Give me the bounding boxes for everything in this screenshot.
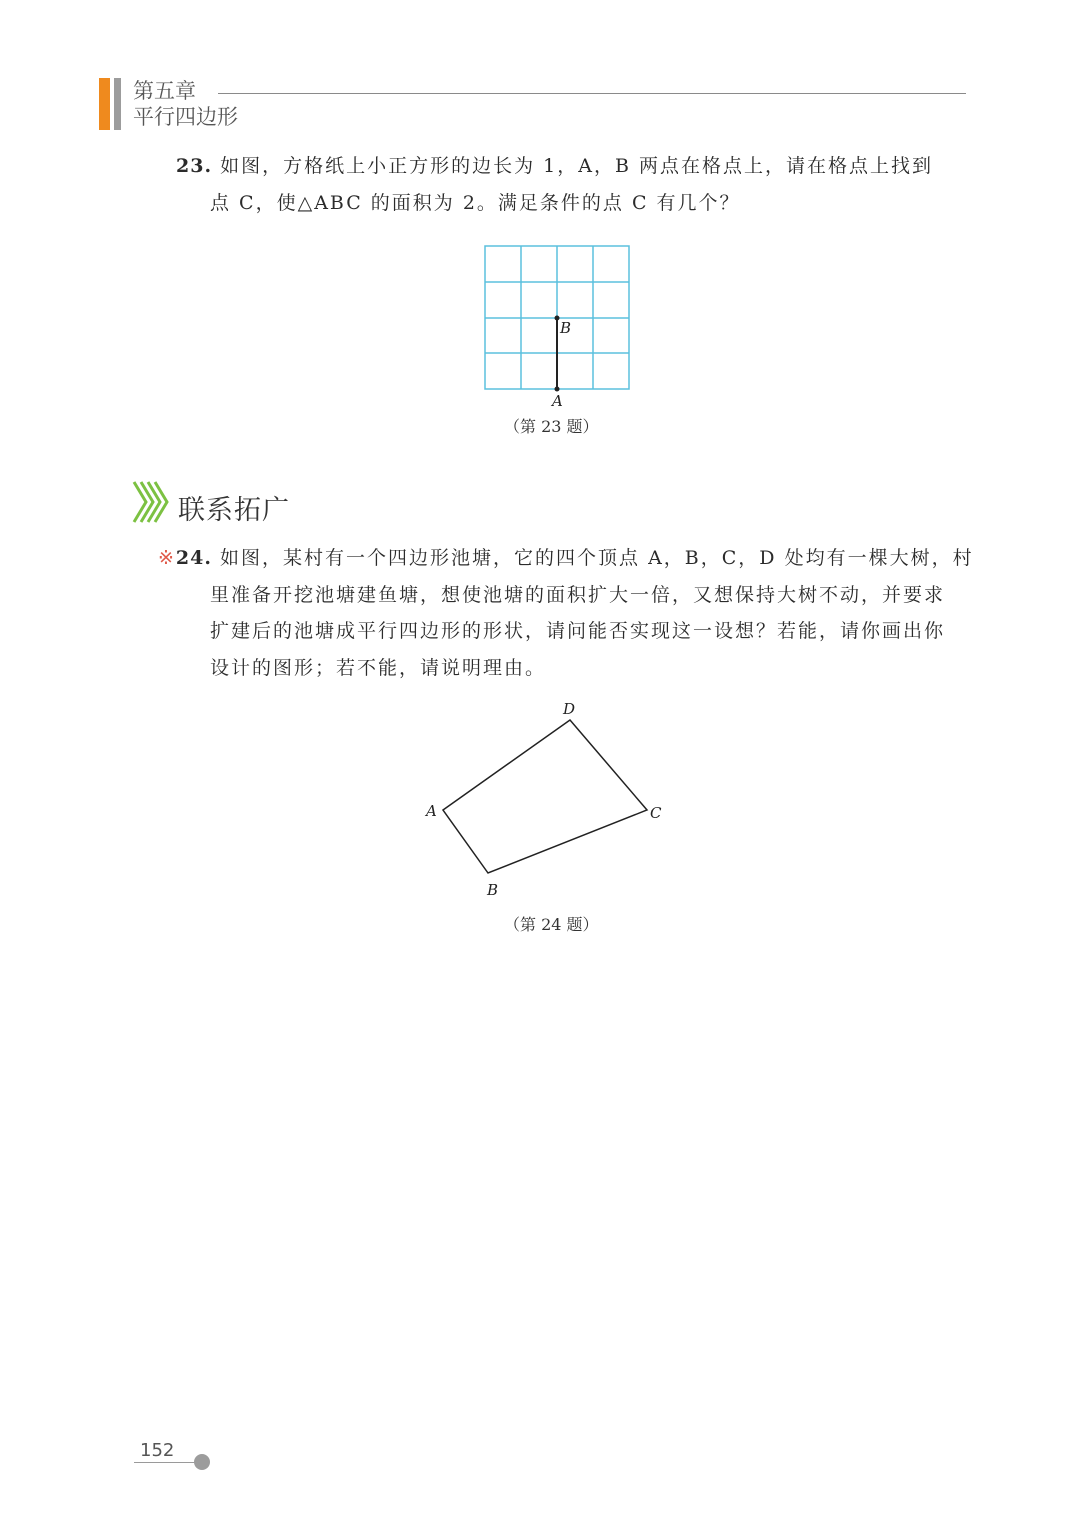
page-number: 152 xyxy=(140,1440,175,1461)
page-rule xyxy=(134,1462,198,1463)
q24-line-3: 扩建后的池塘成平行四边形的形状，请问能否实现这一设想？若能，请你画出你 xyxy=(210,620,946,642)
q23-text-1: 如图，方格纸上小正方形的边长为 1，A，B 两点在格点上，请在格点上找到 xyxy=(220,155,933,177)
q23-line-1 xyxy=(176,148,933,184)
point-b xyxy=(555,316,560,321)
q23-caption: （第 23 题） xyxy=(504,417,599,436)
section-chevron-icon xyxy=(132,480,174,524)
q24-line-2: 里准备开挖池塘建鱼塘，想使池塘的面积扩大一倍，又想保持大树不动，并要求 xyxy=(210,584,946,606)
q24-caption: （第 24 题） xyxy=(504,915,599,934)
q23-grid-figure xyxy=(470,235,650,415)
label-b: B xyxy=(560,319,572,337)
q24-line-1 xyxy=(158,540,974,576)
label-d: D xyxy=(563,700,576,718)
q24-line-4: 设计的图形；若不能，请说明理由。 xyxy=(210,657,547,679)
chapter-accent-bar xyxy=(99,78,110,130)
point-a xyxy=(555,387,560,392)
q23-line-2: 点 C，使△ABC 的面积为 2。满足条件的点 C 有几个？ xyxy=(210,192,741,214)
label-c: C xyxy=(650,804,662,822)
q24-number: 24. xyxy=(175,547,212,569)
chapter-title: 平行四边形 xyxy=(133,105,238,129)
q23-number: 23. xyxy=(176,155,213,177)
page-dot xyxy=(194,1454,210,1470)
chapter-accent-bar-grey xyxy=(114,78,121,130)
header-rule xyxy=(218,93,966,94)
q24-text-1: 如图，某村有一个四边形池塘，它的四个顶点 A，B，C，D 处均有一棵大树，村 xyxy=(220,547,974,569)
label-a: A xyxy=(552,392,563,410)
label-b: B xyxy=(487,881,499,899)
label-a: A xyxy=(426,802,437,820)
section-title: 联系拓广 xyxy=(178,495,290,526)
chapter-label: 第五章 xyxy=(133,79,196,103)
optional-mark: ※ xyxy=(158,547,176,569)
quadrilateral-abcd xyxy=(443,720,647,873)
q24-quadrilateral-figure xyxy=(420,695,680,905)
